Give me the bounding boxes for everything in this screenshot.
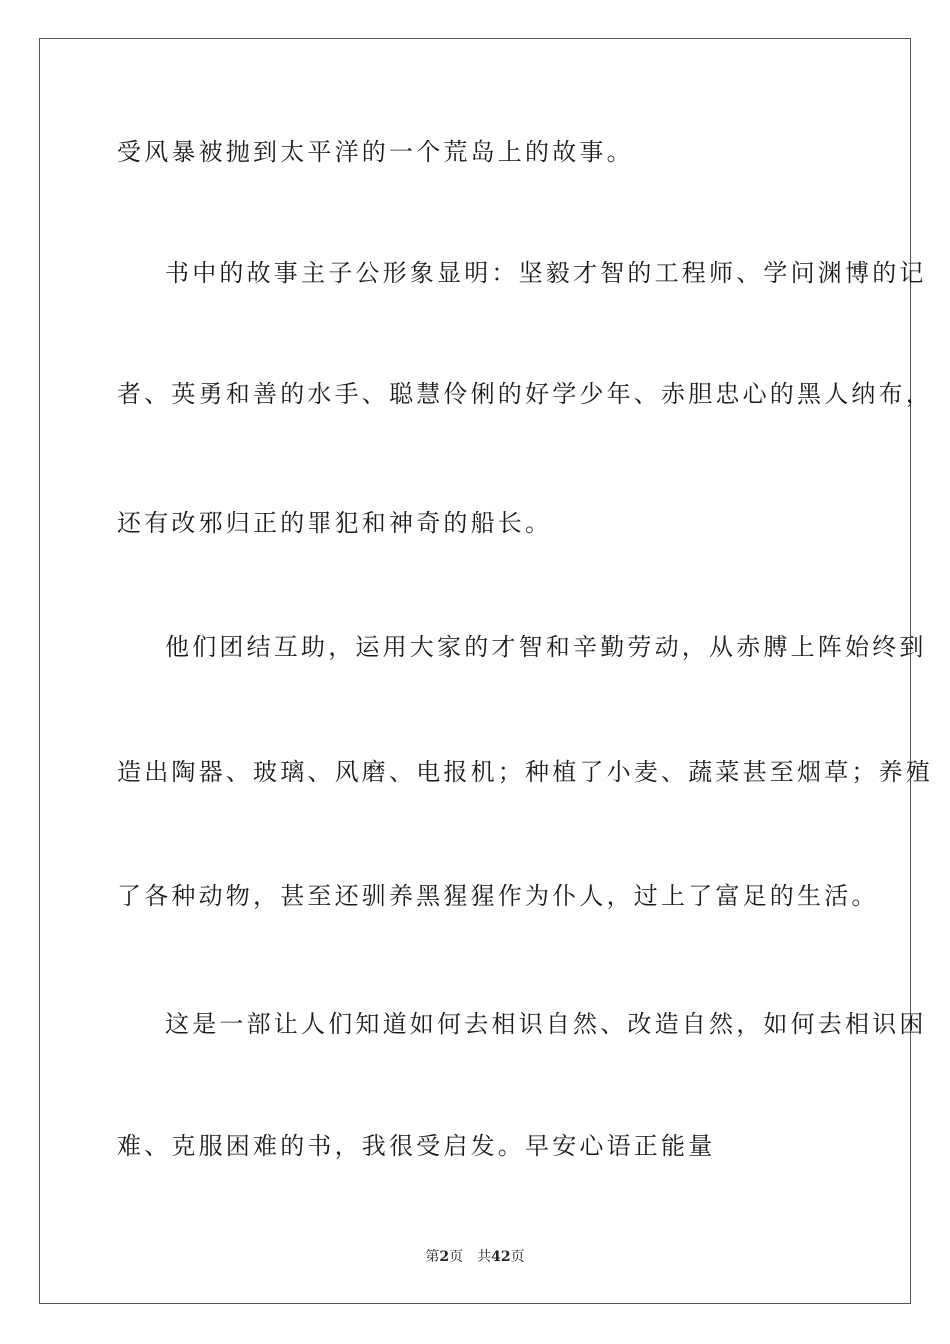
body-line-1: 受风暴被抛到太平洋的一个荒岛上的故事。 [117, 138, 634, 166]
body-line-4: 还有改邪归正的罪犯和神奇的船长。 [117, 509, 553, 537]
body-line-8: 这是一部让人们知道如何去相识自然、改造自然，如何去相识困 [165, 1010, 927, 1038]
footer-page-suffix: 页 [449, 1249, 464, 1265]
body-line-7: 了各种动物，甚至还驯养黑猩猩作为仆人，过上了富足的生活。 [117, 882, 879, 910]
body-line-2: 书中的故事主子公形象显明：坚毅才智的工程师、学问渊博的记 [165, 259, 927, 287]
footer-total-prefix: 共 [477, 1249, 492, 1265]
footer-total-pages: 42 [491, 1249, 511, 1265]
body-line-3: 者、英勇和善的水手、聪慧伶俐的好学少年、赤胆忠心的黑人纳布， [117, 380, 933, 408]
body-line-6: 造出陶器、玻璃、风磨、电报机；种植了小麦、蔬菜甚至烟草；养殖 [117, 758, 933, 786]
footer-page-prefix: 第 [425, 1249, 440, 1265]
footer-total-suffix: 页 [510, 1249, 525, 1265]
footer-page-number: 2 [439, 1249, 450, 1265]
body-line-9: 难、克服困难的书，我很受启发。早安心语正能量 [117, 1132, 716, 1160]
body-line-5: 他们团结互助，运用大家的才智和辛勤劳动，从赤膊上阵始终到 [165, 633, 927, 661]
page-border [39, 38, 933, 1304]
page-footer [0, 1248, 950, 1266]
